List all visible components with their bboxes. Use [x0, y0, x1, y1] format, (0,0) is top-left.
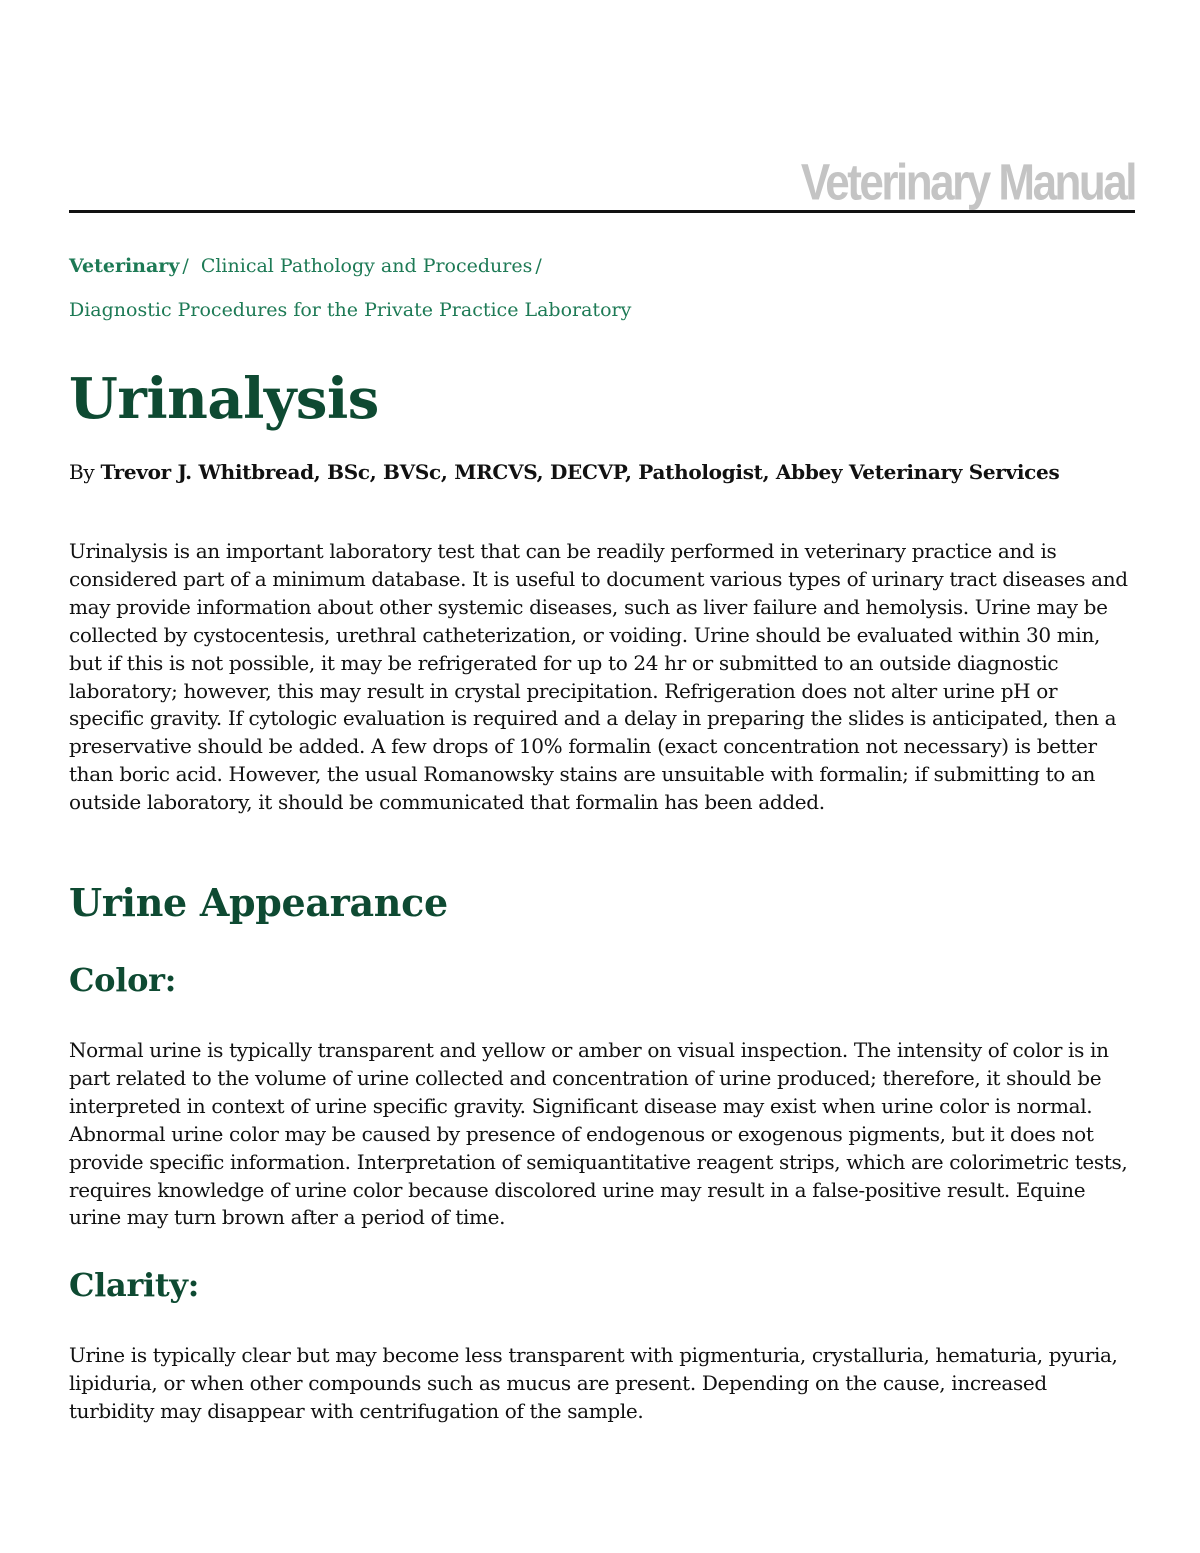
site-logo[interactable]: Veterinary Manual	[800, 154, 1135, 211]
color-paragraph: Normal urine is typically transparent and yellow or amber on visual inspection. The intensity of color is in part related to the volume of urine collected and concentration of urine produced; therefore, it should be interpreted in context of urine specific gravity. Significant disease may exist when urine color is normal. Abnormal urine color may be caused by presence of endogenous or exogenous pigments, but it does not provide specific information. Interpretation of semiquantitative reagent strips, which are colorimetric tests, requires knowledge of urine color because discolored urine may result in a false-positive result. Equine urine may turn brown after a period of time.	[69, 1038, 1128, 1230]
breadcrumb-link-clinical-pathology[interactable]: Clinical Pathology and Procedures	[200, 255, 533, 277]
byline	[69, 458, 1109, 486]
byline-prefix: By	[69, 460, 95, 484]
breadcrumb-separator: /	[182, 255, 189, 277]
breadcrumb-link-veterinary[interactable]: Veterinary	[69, 255, 180, 277]
author-name: Trevor J. Whitbread, BSc, BVSc, MRCVS, DECVP, Pathologist, Abbey Veterinary Services	[100, 460, 1060, 484]
page-title: Urinalysis	[69, 366, 379, 432]
breadcrumb-link-diagnostic-procedures[interactable]: Diagnostic Procedures for the Private Practice Laboratory	[69, 299, 632, 321]
clarity-paragraph: Urine is typically clear but may become less transparent with pigmenturia, crystalluria, hematuria, pyuria, lipiduria, or when other compounds such as mucus are present. Depending on the cause, increased turbidity may disappear with centrifugation of the sample.	[69, 1343, 1118, 1423]
breadcrumb-separator: /	[535, 255, 542, 277]
breadcrumb	[69, 244, 1135, 332]
header-divider	[69, 210, 1135, 213]
section-heading-urine-appearance: Urine Appearance	[69, 880, 448, 925]
subheading-color: Color:	[69, 961, 177, 999]
intro-paragraph: Urinalysis is an important laboratory test that can be readily performed in veterinary practice and is considered part of a minimum database. It is useful to document various types of urinary tract diseases and may provide information about other systemic diseases, such as liver failure and hemolysis. Urine may be collected by cystocentesis, urethral catheterization, or voiding. Urine should be evaluated within 30 min, but if this is not possible, it may be refrigerated for up to 24 hr or submitted to an outside diagnostic laboratory; however, this may result in crystal precipitation. Refrigeration does not alter urine pH or specific gravity. If cytologic evaluation is required and a delay in preparing the slides is anticipated, then a preservative should be added. A few drops of 10% formalin (exact concentration not necessary) is better than boric acid. However, the usual Romanowsky stains are unsuitable with formalin; if submitting to an outside laboratory, it should be communicated that formalin has been added.	[69, 539, 1128, 815]
subheading-clarity: Clarity:	[69, 1266, 200, 1304]
